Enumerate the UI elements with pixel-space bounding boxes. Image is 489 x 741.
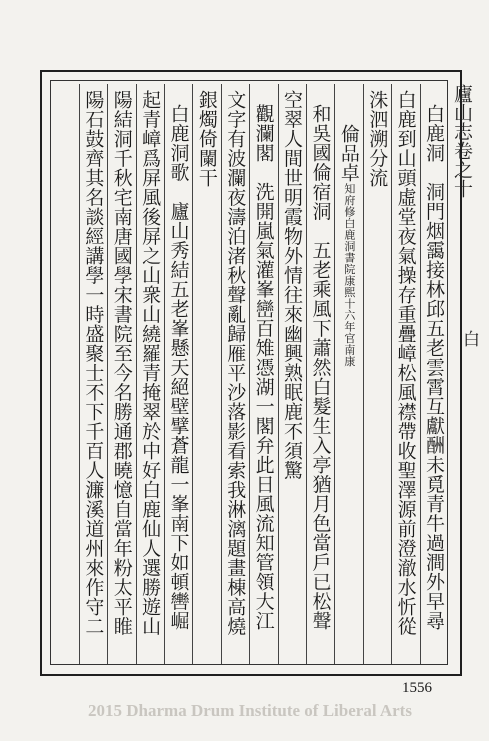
author-note-right: 康熙十六年官南康: [342, 274, 356, 367]
text-column: [420, 84, 448, 664]
column-text: 白鹿洞歌 廬山秀結五老峯懸天絕壁擘蒼龍一峯南下如頓轡崛: [167, 104, 190, 631]
text-column: [391, 84, 419, 664]
text-column: [334, 84, 362, 664]
column-text: 白鹿到山頭虛堂夜氣操存重疊嶂松風襟帶收聖澤源前澄澈水忻從: [394, 90, 417, 636]
page-number: 1556: [402, 680, 432, 696]
text-column: [249, 84, 277, 664]
author-name: 倫品卓: [337, 124, 360, 183]
column-text: 陽石鼓齊其名談經講學一時盛聚士不下千百人濂溪道州來作守二: [82, 90, 105, 636]
margin-mark: 白: [459, 330, 479, 347]
text-column: [306, 84, 334, 664]
text-columns: [50, 84, 448, 664]
author-note-left: 知府修白鹿洞書院: [342, 182, 356, 275]
text-column: [136, 84, 164, 664]
text-column: [51, 84, 79, 664]
text-column: [278, 84, 306, 664]
watermark-footer: 2015 Dharma Drum Institute of Liberal Arts: [88, 701, 412, 720]
column-text: 和吳國倫宿洞 五老乘風下蕭然白髮生入亭猶月色當戶已松聲: [309, 104, 332, 631]
column-text: 空翠人間世明霞物外情往來幽興熟眠鹿不須驚: [281, 90, 304, 480]
column-text: 洙泗溯分流: [366, 90, 389, 188]
author-note: [343, 183, 356, 367]
text-column: [192, 84, 220, 664]
text-column: [79, 84, 107, 664]
text-column: [164, 84, 192, 664]
text-column: [107, 84, 135, 664]
column-text: 銀燭倚闌干: [195, 90, 218, 188]
column-text: 白鹿洞 洞門烟靄接林邱五老雲霄互獻酬未覓青牛過澗外早尋: [423, 104, 445, 631]
margin-heading: 廬山志卷之十: [451, 84, 473, 198]
column-text: [335, 124, 362, 367]
column-text: 文字有波瀾夜濤泊渚秋聲亂歸雁平沙落影看索我淋漓題畫棟高燒: [224, 90, 247, 636]
column-text: 陽結洞千秋宅南唐國學宋書院至今名勝通郡曉憶自當年粉太平睢: [110, 90, 133, 636]
text-column: [363, 84, 391, 664]
column-text: 起青嶂爲屏風後屏之山衆山繞羅青掩翠於中好白鹿仙人選勝遊山: [139, 90, 162, 636]
column-text: 觀瀾閣 洗開嵐氣灌峯巒百雉憑湖一閣弁此日風流知管領大江: [252, 104, 275, 631]
text-column: [221, 84, 249, 664]
